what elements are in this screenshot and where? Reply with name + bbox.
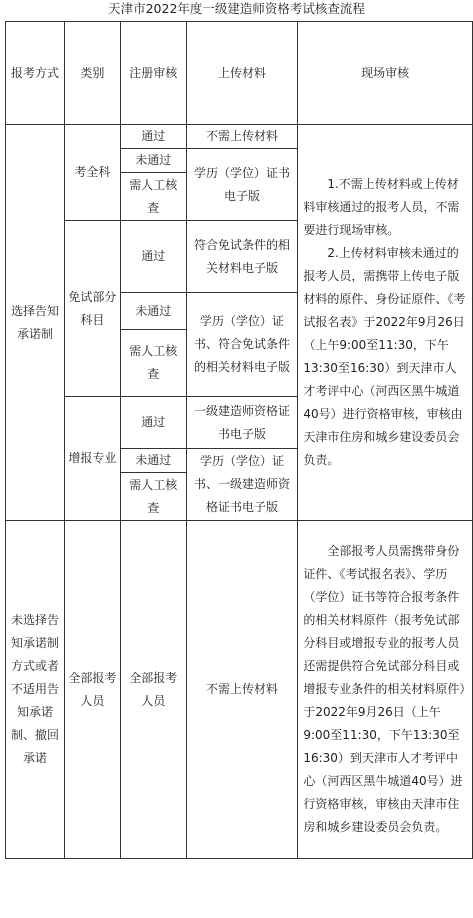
onsite-paragraph: 1.不需上传材料或上传材料审核通过的报考人员，不需要进行现场审核。 — [303, 177, 460, 237]
registration-cell: 未通过 — [120, 293, 186, 330]
upload-cell: 符合免试条件的相关材料电子版 — [186, 221, 298, 293]
registration-cell: 需人工核查 — [120, 473, 186, 521]
onsite-paragraph: 2.上传材料审核未通过的报考人员，需携带上传电子版材料的原件、身份证原件、《考试报名表》于2022年9月26日（上午9:00至11:30，下午13:30至16:30）到天津市人才考评中心（河西区黑牛城道40号）进行资格审核，审核由天津市住房和城乡建设委员会负责。 — [303, 246, 466, 467]
method-cell: 未选择告知承诺制方式或者不适用告知承诺制、撤回承诺 — [6, 521, 65, 859]
header-upload: 上传材料 — [186, 22, 298, 125]
onsite-cell — [298, 521, 473, 859]
page-title: 天津市2022年度一级建造师资格考试核查流程 — [108, 1, 365, 16]
header-onsite: 现场审核 — [298, 22, 473, 125]
header-category: 类别 — [64, 22, 120, 125]
upload-cell: 不需上传材料 — [186, 521, 298, 859]
registration-cell: 通过 — [120, 397, 186, 449]
category-cell: 增报专业 — [64, 397, 120, 521]
registration-cell: 需人工核查 — [120, 173, 186, 221]
header-registration: 注册审核 — [120, 22, 186, 125]
category-cell: 免试部分科目 — [64, 221, 120, 397]
registration-cell: 通过 — [120, 125, 186, 149]
upload-cell: 学历（学位）证书电子版 — [186, 149, 298, 221]
header-row — [6, 22, 473, 125]
registration-cell: 未通过 — [120, 149, 186, 173]
header-method: 报考方式 — [6, 22, 65, 125]
table-row — [6, 125, 473, 149]
category-cell: 全部报考人员 — [64, 521, 120, 859]
onsite-cell — [298, 125, 473, 521]
registration-cell: 未通过 — [120, 449, 186, 473]
upload-cell: 不需上传材料 — [186, 125, 298, 149]
method-cell: 选择告知承诺制 — [6, 125, 65, 521]
registration-cell: 全部报考人员 — [120, 521, 186, 859]
registration-cell: 通过 — [120, 221, 186, 293]
upload-cell: 一级建造师资格证书电子版 — [186, 397, 298, 449]
upload-cell: 学历（学位）证书、符合免试条件的相关材料电子版 — [186, 293, 298, 397]
verification-process-table — [5, 21, 473, 859]
table-row — [6, 521, 473, 859]
registration-cell: 需人工核查 — [120, 330, 186, 397]
onsite-paragraph: 全部报考人员需携带身份证件、《考试报名表》、学历（学位）证书等符合报考条件的相关材料原件（报考免试部分科目或增报专业的报考人员还需提供符合免试部分科目或增报专业条件的相关材料原件）于2022年9月26日（上午9:00至11:30，下午13:30至16:30）到天津市人才考评中心（河西区黑牛城道40号）进行资格审核，审核由天津市住房和城乡建设委员会负责。 — [303, 544, 466, 834]
upload-cell: 学历（学位）证书、一级建造师资格证书电子版 — [186, 449, 298, 521]
category-cell: 考全科 — [64, 125, 120, 221]
